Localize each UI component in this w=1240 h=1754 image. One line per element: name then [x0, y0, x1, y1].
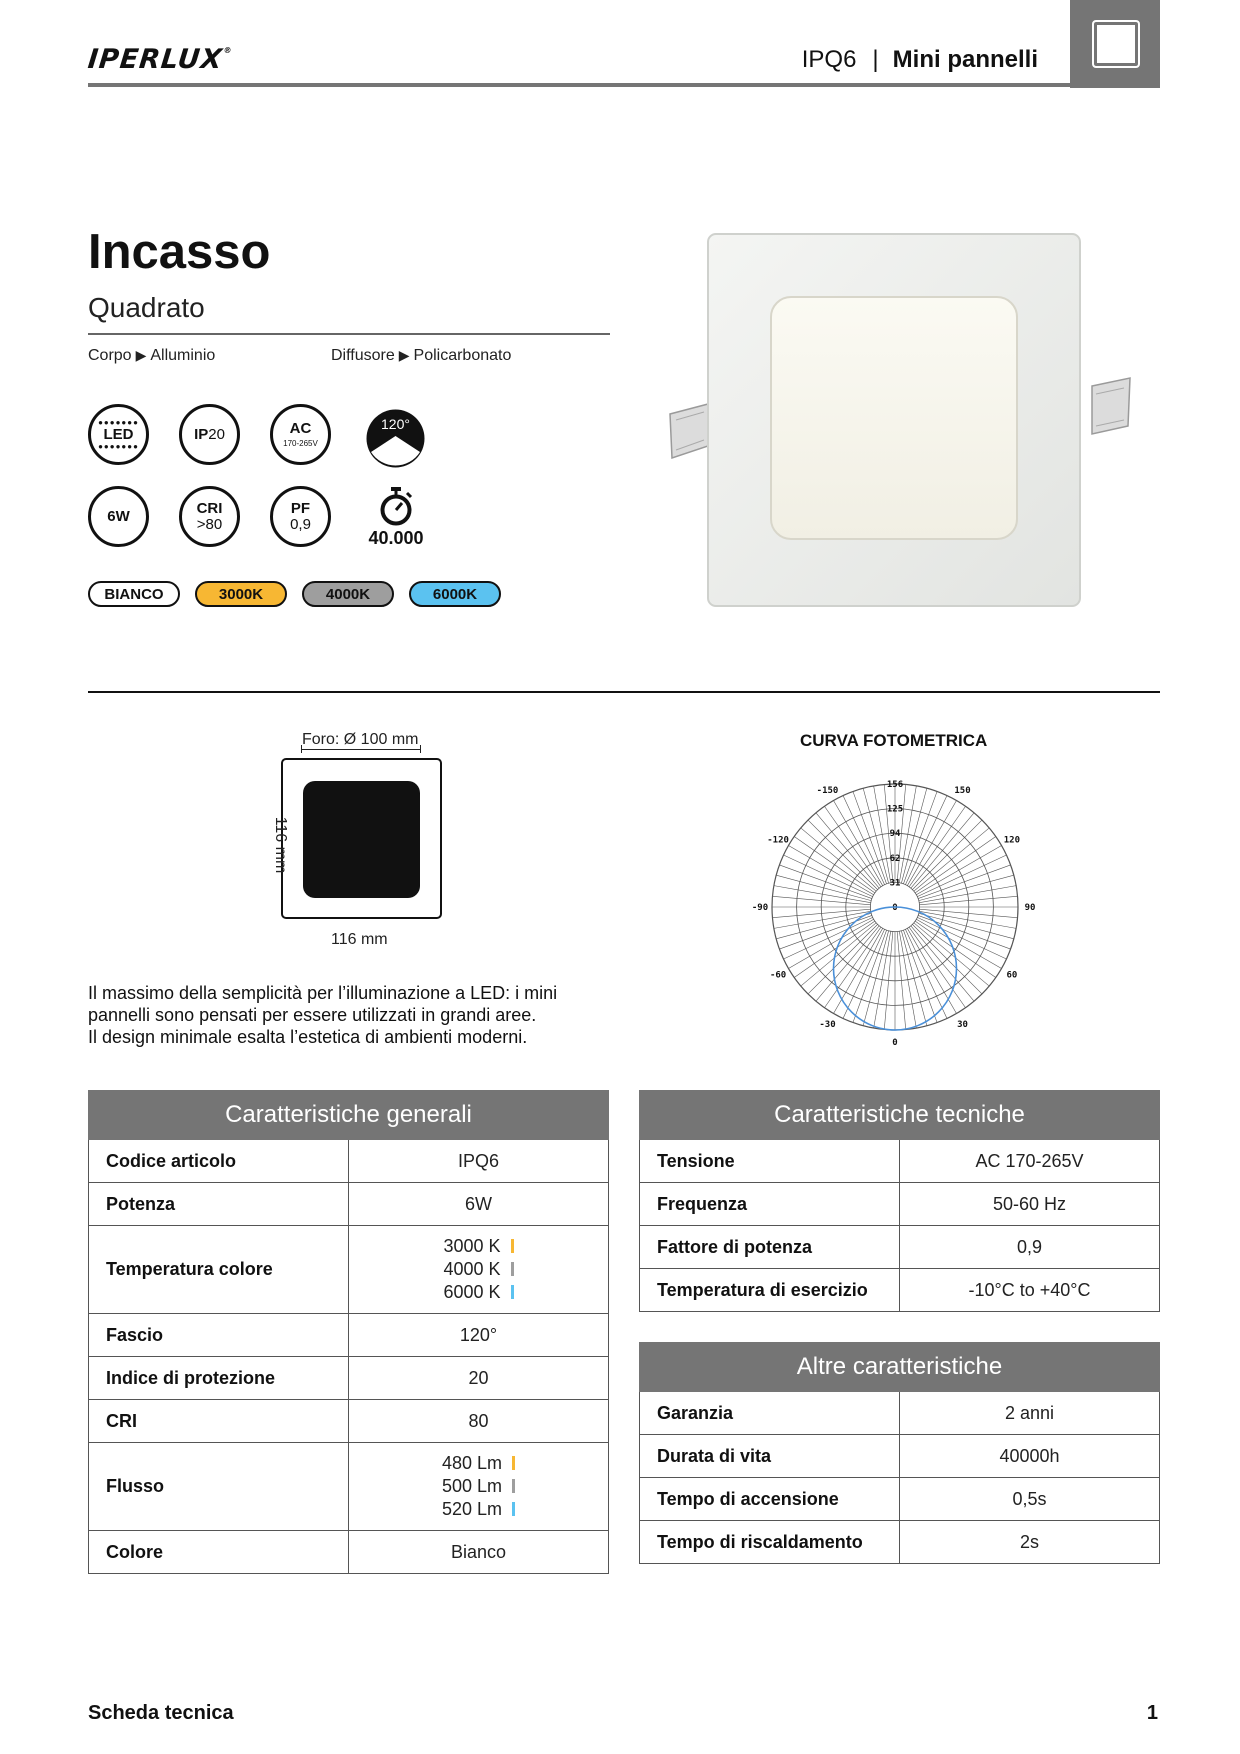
spec-key: Tempo di accensione [640, 1478, 900, 1520]
brand-logo: IPERLUX® [86, 44, 233, 75]
spec-value-line: 120° [459, 1324, 498, 1345]
color-pill-4000k: 4000K [302, 581, 394, 607]
polar-spoke [914, 828, 989, 891]
angle-tick-label: 30 [957, 1019, 968, 1030]
polar-spoke [834, 928, 883, 1013]
hole-dimension-line [301, 749, 421, 750]
table-row [639, 1226, 1160, 1269]
section-divider [88, 691, 1160, 693]
spec-value-line: 2s [1019, 1531, 1039, 1552]
spec-value [900, 1226, 1159, 1268]
square-panel-icon [1092, 20, 1140, 68]
beam-angle-icon [365, 408, 426, 469]
table-row [88, 1183, 609, 1226]
spec-key: Flusso [89, 1443, 349, 1530]
spec-value [349, 1183, 608, 1225]
spec-key: Temperatura di esercizio [640, 1269, 900, 1311]
other-specs-table [639, 1342, 1160, 1564]
spec-value [900, 1478, 1159, 1520]
angle-tick-label: -30 [819, 1019, 836, 1030]
table-row [639, 1521, 1160, 1564]
spec-key: Frequenza [640, 1183, 900, 1225]
angle-tick-label: 90 [1024, 903, 1036, 913]
polar-spoke [801, 828, 876, 891]
spec-value-line: 2 anni [1004, 1402, 1055, 1423]
polar-spoke [874, 786, 891, 883]
angle-tick-label: -150 [816, 786, 839, 797]
spec-key: Garanzia [640, 1392, 900, 1434]
polar-spoke [905, 796, 947, 885]
polar-spoke [919, 875, 1014, 900]
body-material: Corpo ▶ Alluminio [88, 347, 216, 364]
photometric-polar-chart [751, 780, 1036, 1050]
product-subtitle: Quadrato [88, 292, 205, 323]
footer-label: Scheda tecnica [88, 1702, 234, 1724]
polar-spoke [834, 800, 883, 885]
table-row [639, 1435, 1160, 1478]
table-row [639, 1269, 1160, 1312]
power-badge: 6W [88, 486, 149, 547]
spec-key: Durata di vita [640, 1435, 900, 1477]
color-temperature-marker [511, 1285, 514, 1299]
polar-spoke [911, 926, 974, 1001]
beam-angle-label: 120° [381, 416, 410, 432]
color-pill-bianco: BIANCO [88, 581, 180, 607]
header-title [802, 46, 1038, 74]
spec-value-line: 40000h [999, 1445, 1060, 1466]
color-pill-3000k: 3000K [195, 581, 287, 607]
spec-value-line: 0,9 [1016, 1236, 1043, 1257]
radial-tick-label: 31 [889, 878, 901, 889]
spec-value [349, 1443, 608, 1530]
polar-spoke [916, 919, 1001, 968]
led-badge: ●●●●●●● LED ●●●●●●● [88, 404, 149, 465]
table-row [88, 1400, 609, 1443]
color-temperature-marker [511, 1262, 514, 1276]
product-code: IPQ6 [801, 46, 857, 73]
radial-tick-label: 62 [889, 853, 901, 864]
technical-specs-title: Caratteristiche tecniche [639, 1090, 1160, 1140]
left-spring-clip [670, 404, 708, 458]
polar-spoke [863, 931, 888, 1026]
polar-spoke [901, 931, 926, 1026]
polar-spoke [907, 800, 956, 885]
polar-spoke [784, 917, 873, 959]
polar-spoke [776, 875, 871, 900]
spec-key: Tensione [640, 1140, 900, 1182]
polar-spoke [917, 855, 1006, 897]
spec-value-line: 20 [468, 1367, 489, 1388]
other-specs-title: Altre caratteristiche [639, 1342, 1160, 1392]
spec-value [349, 1357, 608, 1399]
product-description [88, 982, 648, 1048]
lifetime-value: 40.000 [368, 528, 424, 548]
led-dots-icon: ●●●●●●● [98, 441, 139, 451]
spec-key: Temperatura colore [89, 1226, 349, 1313]
spec-key: Tempo di riscaldamento [640, 1521, 900, 1563]
polar-spoke [843, 796, 885, 885]
arrow-right-icon: ▶ [398, 347, 410, 363]
description-line: pannelli sono pensati per essere utilizzati in grandi aree. [88, 1005, 537, 1025]
angle-tick-label: 120 [1003, 835, 1021, 846]
header-divider [88, 83, 1160, 87]
header-separator: | [872, 46, 879, 73]
polar-spoke [801, 923, 876, 986]
spec-value-line: 0,5s [1012, 1488, 1047, 1509]
polar-spoke [911, 813, 974, 888]
spec-key: Codice articolo [89, 1140, 349, 1182]
spec-value-line: 6W [465, 1193, 492, 1214]
polar-spoke [776, 913, 871, 938]
polar-spoke [788, 919, 873, 968]
table-row [639, 1183, 1160, 1226]
spec-value-line: 4000 K [443, 1258, 513, 1281]
stopwatch-icon [377, 486, 415, 526]
polar-spoke [843, 929, 885, 1018]
photometric-title: CURVA FOTOMETRICA [800, 731, 988, 750]
beam-angle-badge [365, 408, 426, 469]
polar-spoke [788, 846, 873, 895]
color-temperature-marker [511, 1239, 514, 1253]
spec-value-line: 50-60 Hz [992, 1193, 1067, 1214]
table-row [88, 1314, 609, 1357]
spec-key: Fascio [89, 1314, 349, 1356]
spec-value [900, 1269, 1159, 1311]
angle-tick-label: 0 [892, 1038, 898, 1048]
cri-badge: CRI >80 [179, 486, 240, 547]
hole-dimension: Foro: Ø 100 mm [302, 731, 419, 748]
table-row [88, 1357, 609, 1400]
spec-key: Colore [89, 1531, 349, 1573]
table-row [639, 1478, 1160, 1521]
polar-spoke [774, 886, 871, 903]
polar-spoke [816, 926, 879, 1001]
angle-tick-label: -90 [751, 903, 769, 913]
spec-value [349, 1226, 608, 1313]
radial-tick-label: 125 [886, 804, 904, 815]
spec-value-line: IPQ6 [457, 1150, 500, 1171]
spec-value-line: 80 [468, 1410, 489, 1431]
table-row [88, 1140, 609, 1183]
polar-spoke [874, 931, 891, 1028]
polar-spoke [901, 788, 926, 883]
polar-spoke [916, 846, 1001, 895]
spec-key: CRI [89, 1400, 349, 1442]
category-tab [1070, 0, 1160, 88]
color-pill-6000k: 6000K [409, 581, 501, 607]
width-dimension: 116 mm [331, 931, 388, 948]
height-dimension: 116 mm [272, 816, 289, 874]
table-row [88, 1226, 609, 1314]
spec-value [349, 1400, 608, 1442]
table-row [639, 1140, 1160, 1183]
description-line: Il design minimale esalta l’estetica di ambienti moderni. [88, 1027, 528, 1047]
description-line: Il massimo della semplicità per l’illuminazione a LED: i mini [88, 983, 558, 1003]
spec-value-line: -10°C to +40°C [968, 1279, 1091, 1300]
polar-spoke [899, 786, 916, 883]
spec-value [900, 1140, 1159, 1182]
spec-value [900, 1521, 1159, 1563]
spec-value-line: 500 Lm [442, 1475, 515, 1498]
spec-value [349, 1314, 608, 1356]
product-photo [668, 234, 1132, 606]
spec-value-line: 480 Lm [442, 1452, 515, 1475]
color-temperature-marker [512, 1456, 515, 1470]
angle-tick-label: 60 [1006, 970, 1018, 981]
spec-value [900, 1435, 1159, 1477]
pf-badge: PF 0,9 [270, 486, 331, 547]
angle-tick-label: 150 [954, 786, 971, 797]
technical-specs-table [639, 1090, 1160, 1312]
polar-spoke [816, 813, 879, 888]
page-number: 1 [1146, 1702, 1158, 1724]
spec-key: Fattore di potenza [640, 1226, 900, 1268]
table-row [639, 1392, 1160, 1435]
radial-tick-label: 0 [892, 903, 898, 913]
radial-tick-label: 94 [889, 829, 901, 840]
diffuser-material: Diffusore ▶ Policarbonato [331, 347, 512, 364]
spec-key: Indice di protezione [89, 1357, 349, 1399]
polar-spoke [907, 928, 956, 1013]
angle-tick-label: -120 [767, 835, 789, 846]
title-divider [88, 333, 610, 335]
spec-key: Potenza [89, 1183, 349, 1225]
spec-value [900, 1392, 1159, 1434]
polar-spoke [919, 886, 1016, 903]
polar-spoke [919, 913, 1014, 938]
spec-value-line: 6000 K [443, 1281, 513, 1304]
table-row [88, 1531, 609, 1574]
lifetime-badge [365, 486, 427, 549]
polar-spoke [905, 929, 947, 1018]
ip-badge: IP20 [179, 404, 240, 465]
polar-spoke [914, 923, 989, 986]
spec-value [349, 1531, 608, 1573]
spec-value-line: 520 Lm [442, 1498, 515, 1521]
spec-value-line: Bianco [450, 1541, 507, 1562]
spec-value [900, 1183, 1159, 1225]
radial-tick-label: 156 [886, 780, 904, 790]
color-temperature-marker [512, 1502, 515, 1516]
polar-spoke [784, 855, 873, 897]
general-specs-table [88, 1090, 609, 1574]
spec-value [349, 1140, 608, 1182]
arrow-right-icon: ▶ [135, 347, 147, 363]
spec-value-line: AC 170-265V [975, 1150, 1084, 1171]
polar-spoke [863, 788, 888, 883]
right-spring-clip [1092, 378, 1130, 434]
color-temperature-marker [512, 1479, 515, 1493]
drawing-diffuser [303, 781, 420, 898]
table-row [88, 1443, 609, 1531]
ac-badge: AC 170-265V [270, 404, 331, 465]
product-category: Mini pannelli [892, 46, 1038, 73]
led-dots-icon: ●●●●●●● [98, 417, 139, 427]
polar-spoke [917, 917, 1006, 959]
product-title: Incasso [88, 225, 271, 279]
angle-tick-label: -60 [769, 970, 787, 981]
polar-spoke [899, 931, 916, 1028]
spec-value-line: 3000 K [443, 1235, 513, 1258]
general-specs-title: Caratteristiche generali [88, 1090, 609, 1140]
